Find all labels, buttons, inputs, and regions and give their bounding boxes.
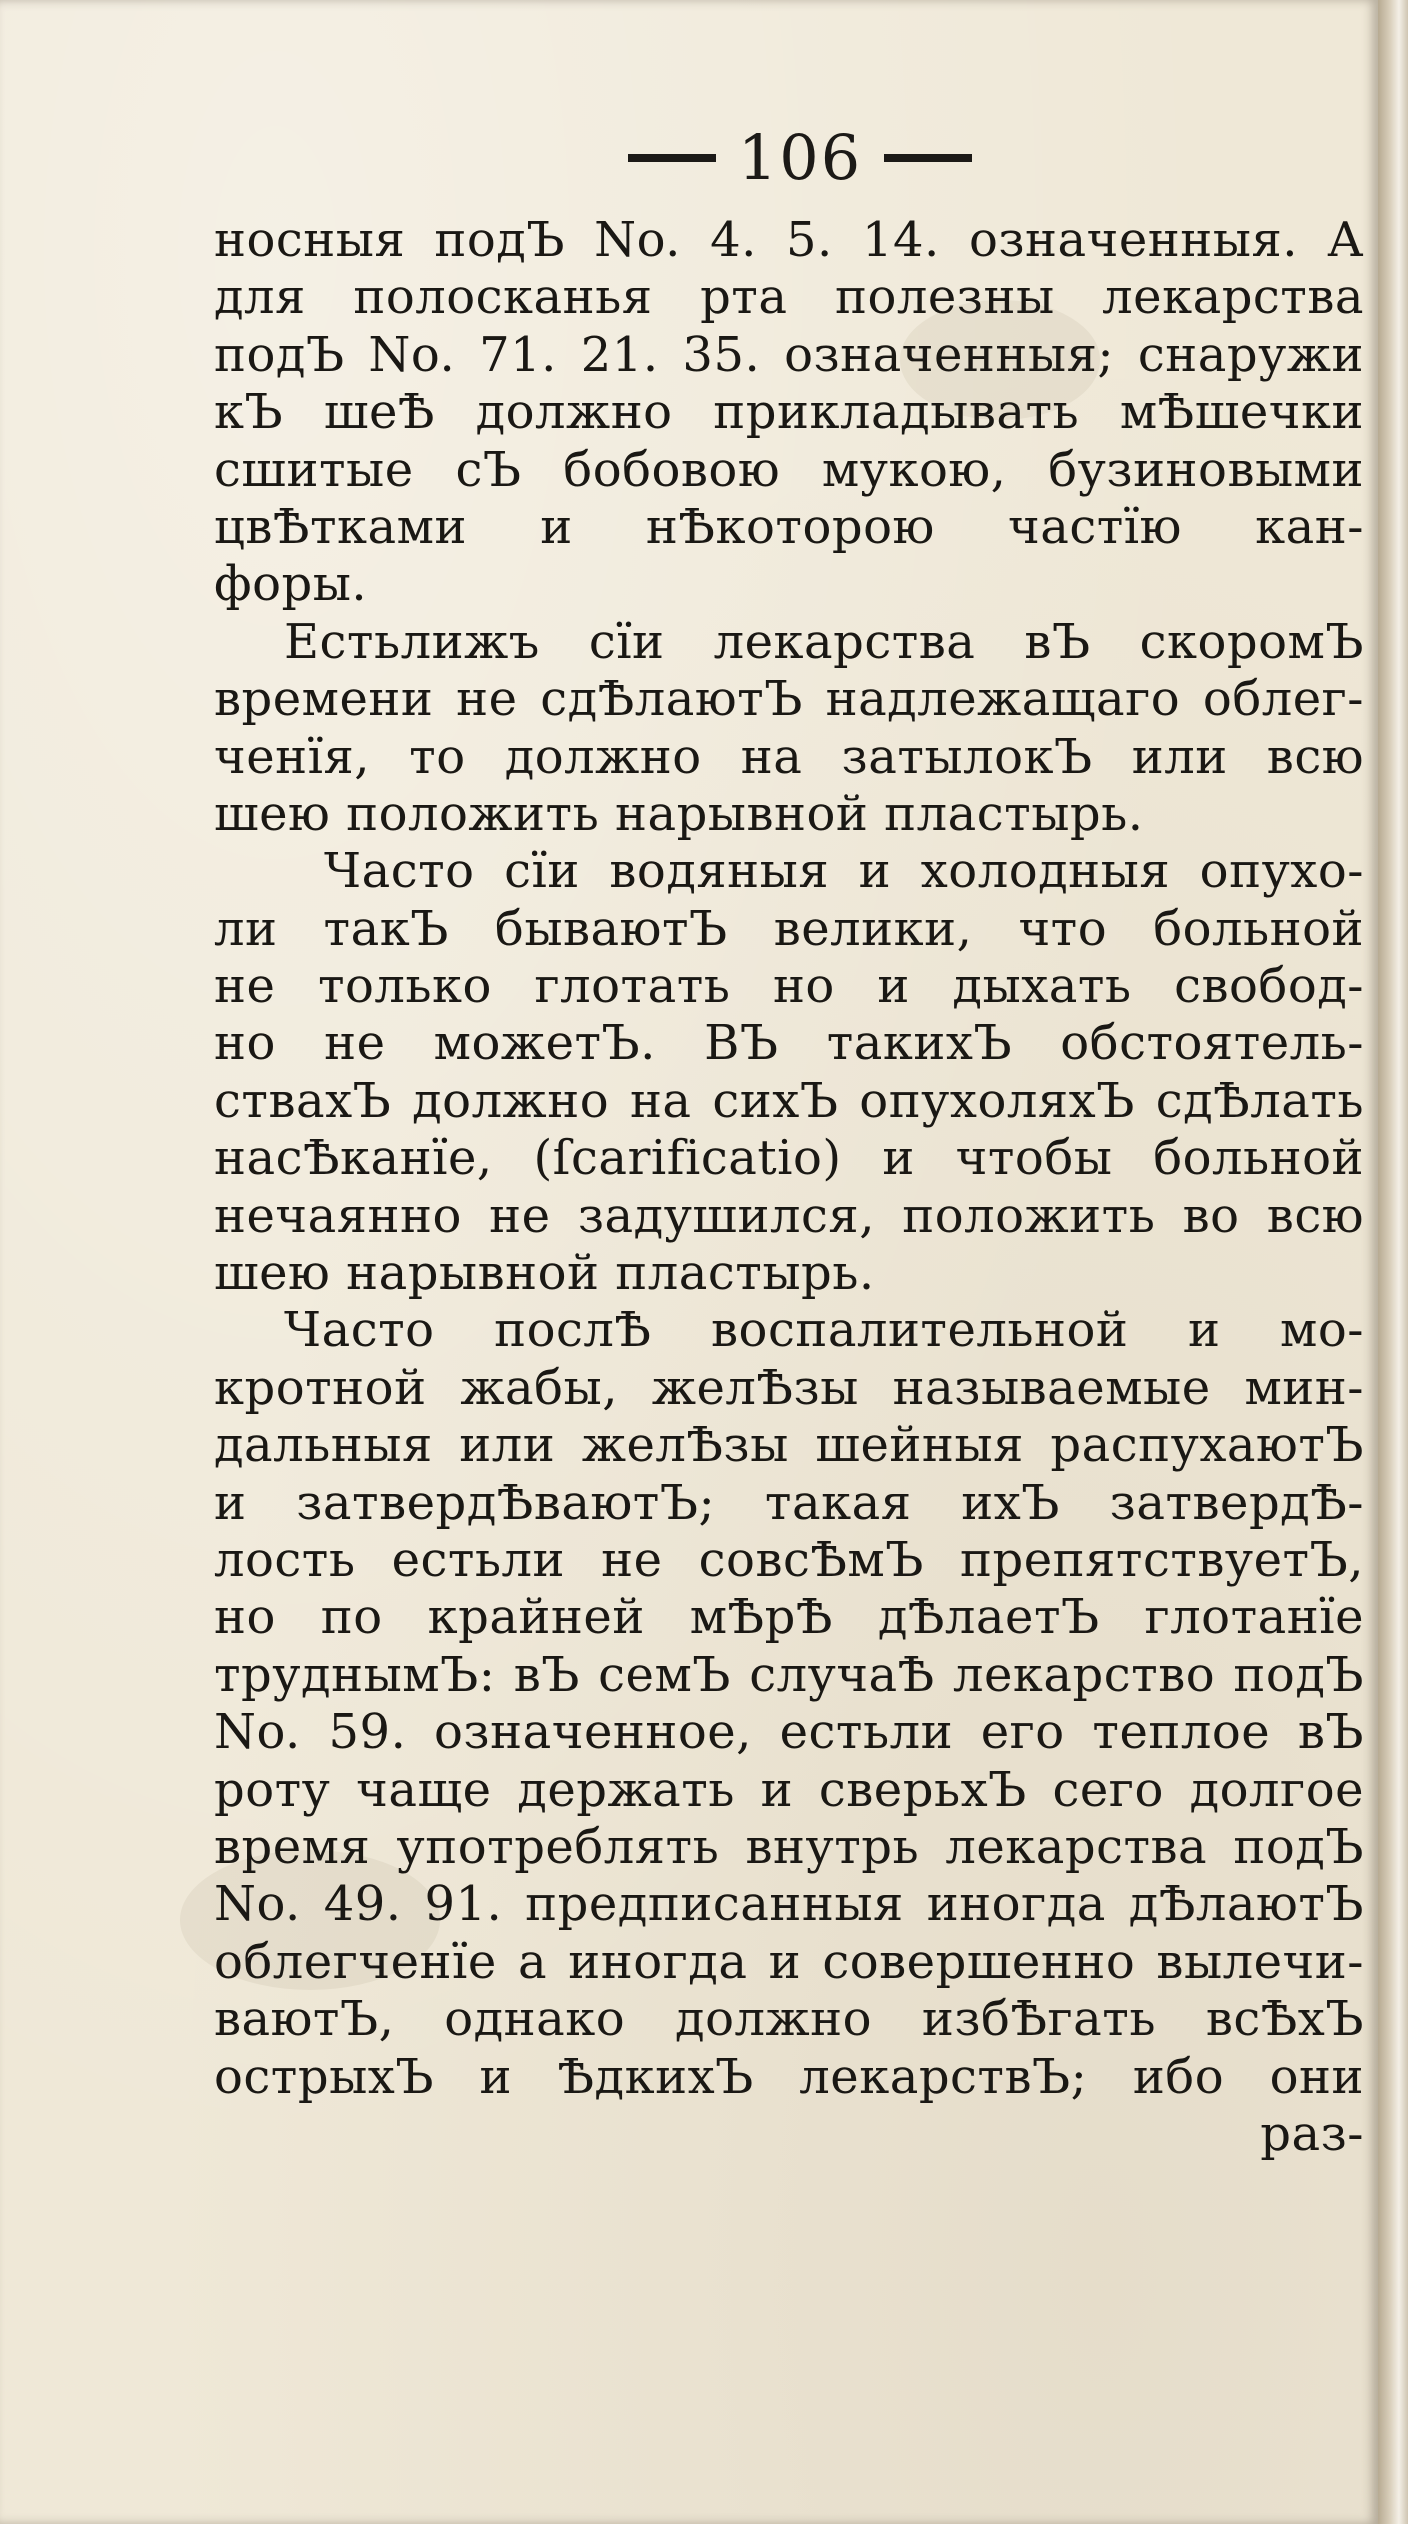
text-line: лость естьли не совсѢмЪ препятствуетЪ, [214, 1531, 1364, 1588]
text-line: нечаянно не задушился, положить во всю [214, 1187, 1364, 1244]
text-line: шею положить нарывной пластырь. [214, 785, 1144, 842]
text-line: ченїя, то должно на затылокЪ или всю [214, 728, 1364, 785]
text-line: для полосканья рта полезны лекарства [214, 269, 1364, 326]
body-text [214, 212, 1364, 2163]
text-line: цвѢтками и нѢкоторою частїю кан- [214, 498, 1364, 555]
text-line: острыхЪ и ѢдкихЪ лекарствЪ; ибо они [214, 2048, 1364, 2105]
text-line: сшитые сЪ бобовою мукою, бузиновыми [214, 441, 1364, 498]
text-line: No. 59. означенное, естьли его теплое вЪ [214, 1704, 1364, 1761]
text-line: носныя подЪ No. 4. 5. 14. означенныя. А [214, 212, 1364, 268]
text-line: кротной жабы, желѢзы называемые мин- [214, 1359, 1364, 1416]
paragraph-start-line: Естьлижъ сїи лекарства вЪ скоромЪ [284, 613, 1364, 670]
text-line: ваютЪ, однако должно избѢгать всѢхЪ [214, 1991, 1364, 2048]
page-edge [1378, 0, 1408, 2524]
text-line: ствахЪ должно на сихЪ опухоляхЪ сдѢлать [214, 1072, 1364, 1129]
text-line: No. 49. 91. предписанныя иногда дѢлаютЪ [214, 1876, 1364, 1933]
text-line: шею нарывной пластырь. [214, 1245, 875, 1302]
text-line: труднымЪ: вЪ семЪ случаѢ лекарство подЪ [214, 1646, 1364, 1703]
text-line: и затвердѢваютЪ; такая ихЪ затвердѢ- [214, 1474, 1364, 1531]
header-dash-right [884, 154, 972, 162]
paragraph-start-line: Часто послѢ воспалительной и мо- [284, 1302, 1364, 1359]
text-line: не только глотать но и дыхать свобод- [214, 958, 1364, 1015]
text-line: но не можетЪ. ВЪ такихЪ обстоятель- [214, 1015, 1364, 1072]
text-line: форы. [214, 556, 368, 613]
text-line: облегченїе а иногда и совершенно вылечи- [214, 1933, 1364, 1990]
text-line: времени не сдѢлаютЪ надлежащаго облег- [214, 671, 1364, 728]
text-line: роту чаще держать и сверьхЪ сего долгое [214, 1761, 1364, 1818]
text-line: время употреблять внутрь лекарства подЪ [214, 1818, 1364, 1875]
page-number: 106 [737, 121, 863, 194]
page-header [620, 118, 980, 198]
text-line: ли такЪ бываютЪ велики, что больной [214, 900, 1364, 957]
text-line: насѢканїе, (ſcarificatio) и чтобы больной [214, 1130, 1364, 1187]
text-line: но по крайней мѢрѢ дѢлаетЪ глотанїе [214, 1589, 1364, 1646]
text-line: дальныя или желѢзы шейныя распухаютЪ [214, 1417, 1364, 1474]
catchword: раз- [1260, 2105, 1364, 2162]
paragraph-start-line: Часто сїи водяныя и холодныя опухо- [324, 843, 1364, 900]
text-line: подЪ No. 71. 21. 35. означенныя; снаружи [214, 326, 1364, 383]
text-line: кЪ шеѢ должно прикладывать мѢшечки [214, 384, 1364, 441]
header-dash-left [628, 154, 716, 162]
